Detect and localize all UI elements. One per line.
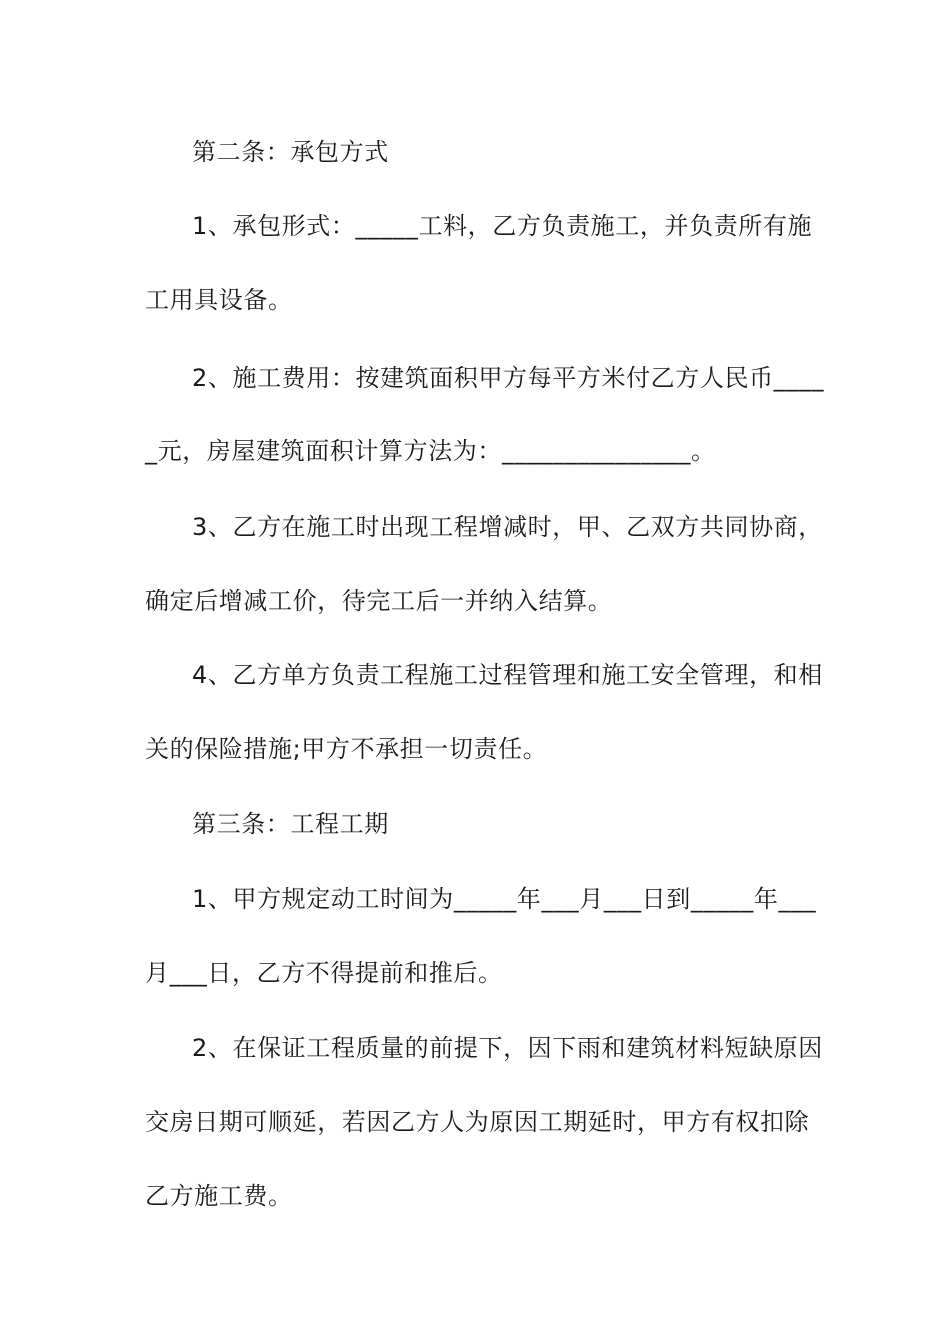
- paragraph-line: _元，房屋建筑面积计算方法为：_______________。: [145, 437, 716, 465]
- paragraph-line: 1、甲方规定动工时间为_____年___月___日到_____年___: [192, 885, 817, 913]
- paragraph-line: 交房日期可顺延，若因乙方人为原因工期延时，甲方有权扣除: [145, 1108, 810, 1136]
- section-heading-2: 第二条：承包方式: [192, 138, 389, 166]
- paragraph-line: 1、承包形式：_____工料，乙方负责施工，并负责所有施: [192, 212, 813, 240]
- paragraph-line: 3、乙方在施工时出现工程增减时，甲、乙双方共同协商，: [192, 513, 823, 541]
- paragraph-line: 工用具设备。: [145, 286, 293, 314]
- paragraph-line: 4、乙方单方负责工程施工过程管理和施工安全管理，和相: [192, 661, 823, 689]
- paragraph-line: 确定后增减工价，待完工后一并纳入结算。: [145, 587, 613, 615]
- paragraph-line: 月___日，乙方不得提前和推后。: [145, 959, 503, 987]
- section-heading-3: 第三条：工程工期: [192, 810, 389, 838]
- paragraph-line: 2、在保证工程质量的前提下，因下雨和建筑材料短缺原因: [192, 1034, 823, 1062]
- paragraph-line: 关的保险措施;甲方不承担一切责任。: [145, 735, 548, 763]
- paragraph-line: 乙方施工费。: [145, 1182, 293, 1210]
- paragraph-line: 2、施工费用：按建筑面积甲方每平方米付乙方人民币____: [192, 364, 825, 392]
